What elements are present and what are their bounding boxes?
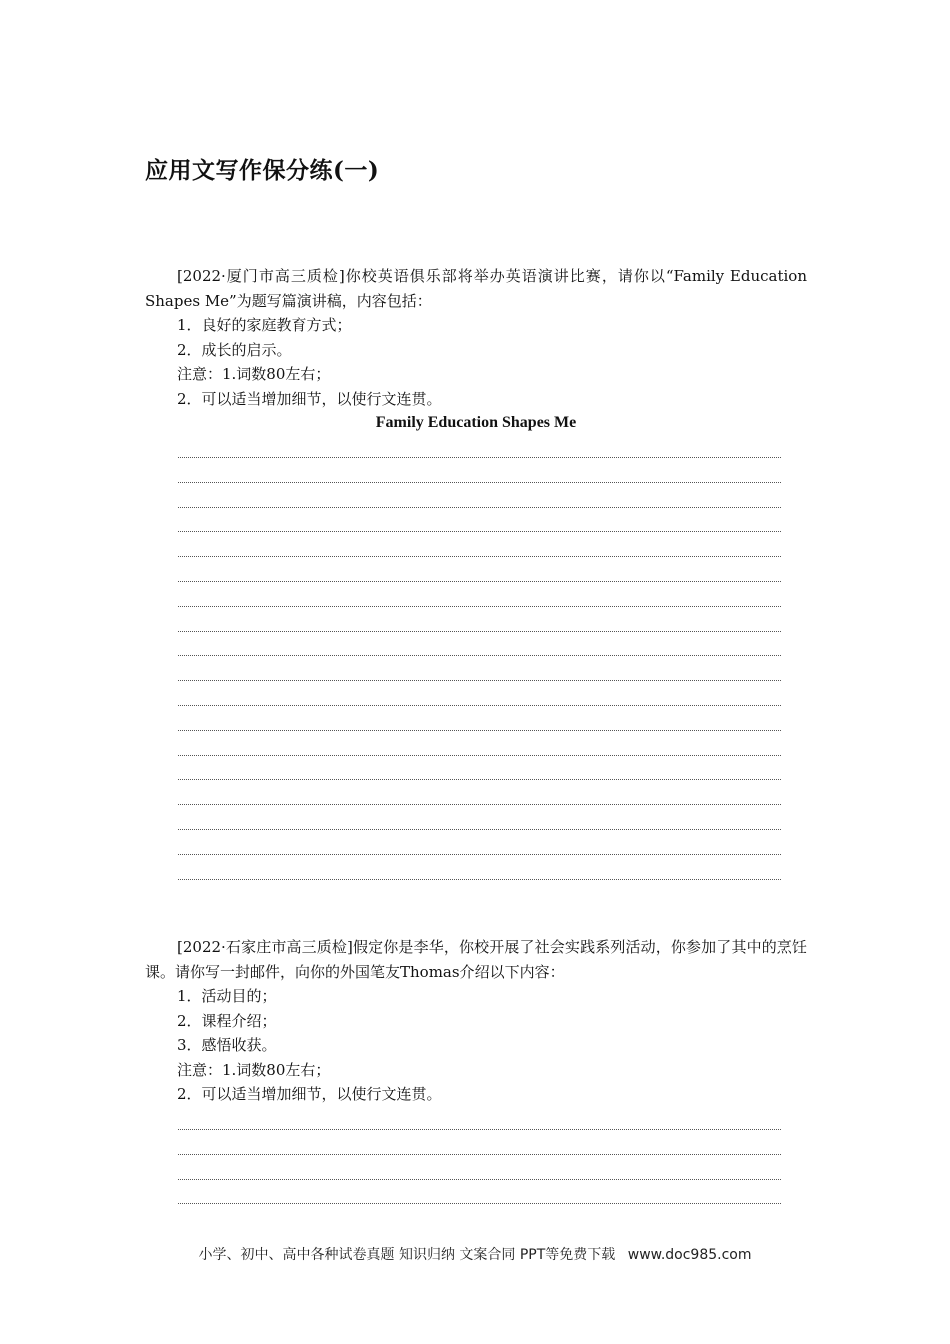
- answer-line: [178, 1203, 781, 1204]
- question-2-item-3: 3．感悟收获。: [177, 1036, 277, 1054]
- answer-line: [178, 680, 781, 681]
- question-2-intro: [2022·石家庄市高三质检]假定你是李华，你校开展了社会实践系列活动，你参加了其中的烹饪课。请你写一封邮件，向你的外国笔友Thomas介绍以下内容：: [145, 938, 807, 981]
- answer-line: [178, 655, 781, 656]
- essay-title: Family Education Shapes Me: [375, 414, 577, 431]
- question-2-note-item-2: 2．可以适当增加细节，以使行文连贯。: [177, 1085, 442, 1103]
- question-1-intro: [2022·厦门市高三质检]你校英语俱乐部将举办英语演讲比赛，请你以“Family Education Shapes Me”为题写篇演讲稿，内容包括：: [145, 267, 807, 310]
- footer-text: 小学、初中、高中各种试卷真题 知识归纳 文案合同 PPT等免费下载: [198, 1247, 616, 1263]
- answer-line: [178, 606, 781, 607]
- question-1-note: 注意：1.词数80左右；: [177, 365, 331, 383]
- answer-line: [178, 1179, 781, 1180]
- answer-line: [178, 1129, 781, 1130]
- answer-line: [178, 829, 781, 830]
- question-1-item-2: 2．成长的启示。: [177, 340, 292, 359]
- question-1: [145, 264, 807, 436]
- answer-line: [178, 779, 781, 780]
- answer-line: [178, 705, 781, 706]
- answer-line: [178, 631, 781, 632]
- answer-line: [178, 879, 781, 880]
- footer-url[interactable]: www.doc985.com: [627, 1247, 752, 1263]
- answer-line: [178, 507, 781, 508]
- answer-line: [178, 482, 781, 483]
- page-footer: [0, 1244, 950, 1264]
- answer-line: [178, 531, 781, 532]
- question-1-note-item-2: 2．可以适当增加细节，以使行文连贯。: [177, 389, 442, 408]
- answer-line: [178, 457, 781, 458]
- question-2: [145, 935, 807, 1107]
- answer-line: [178, 1154, 781, 1155]
- answer-line: [178, 804, 781, 805]
- question-1-item-1: 1．良好的家庭教育方式；: [177, 316, 352, 334]
- answer-line: [178, 854, 781, 855]
- question-2-note: 注意：1.词数80左右；: [177, 1060, 331, 1079]
- question-2-item-1: 1．活动目的；: [177, 987, 277, 1005]
- page-title: 应用文写作保分练(一): [145, 157, 380, 184]
- answer-line: [178, 730, 781, 731]
- answer-line: [178, 755, 781, 756]
- answer-line: [178, 581, 781, 582]
- answer-line: [178, 556, 781, 557]
- question-2-item-2: 2．课程介绍；: [177, 1011, 277, 1030]
